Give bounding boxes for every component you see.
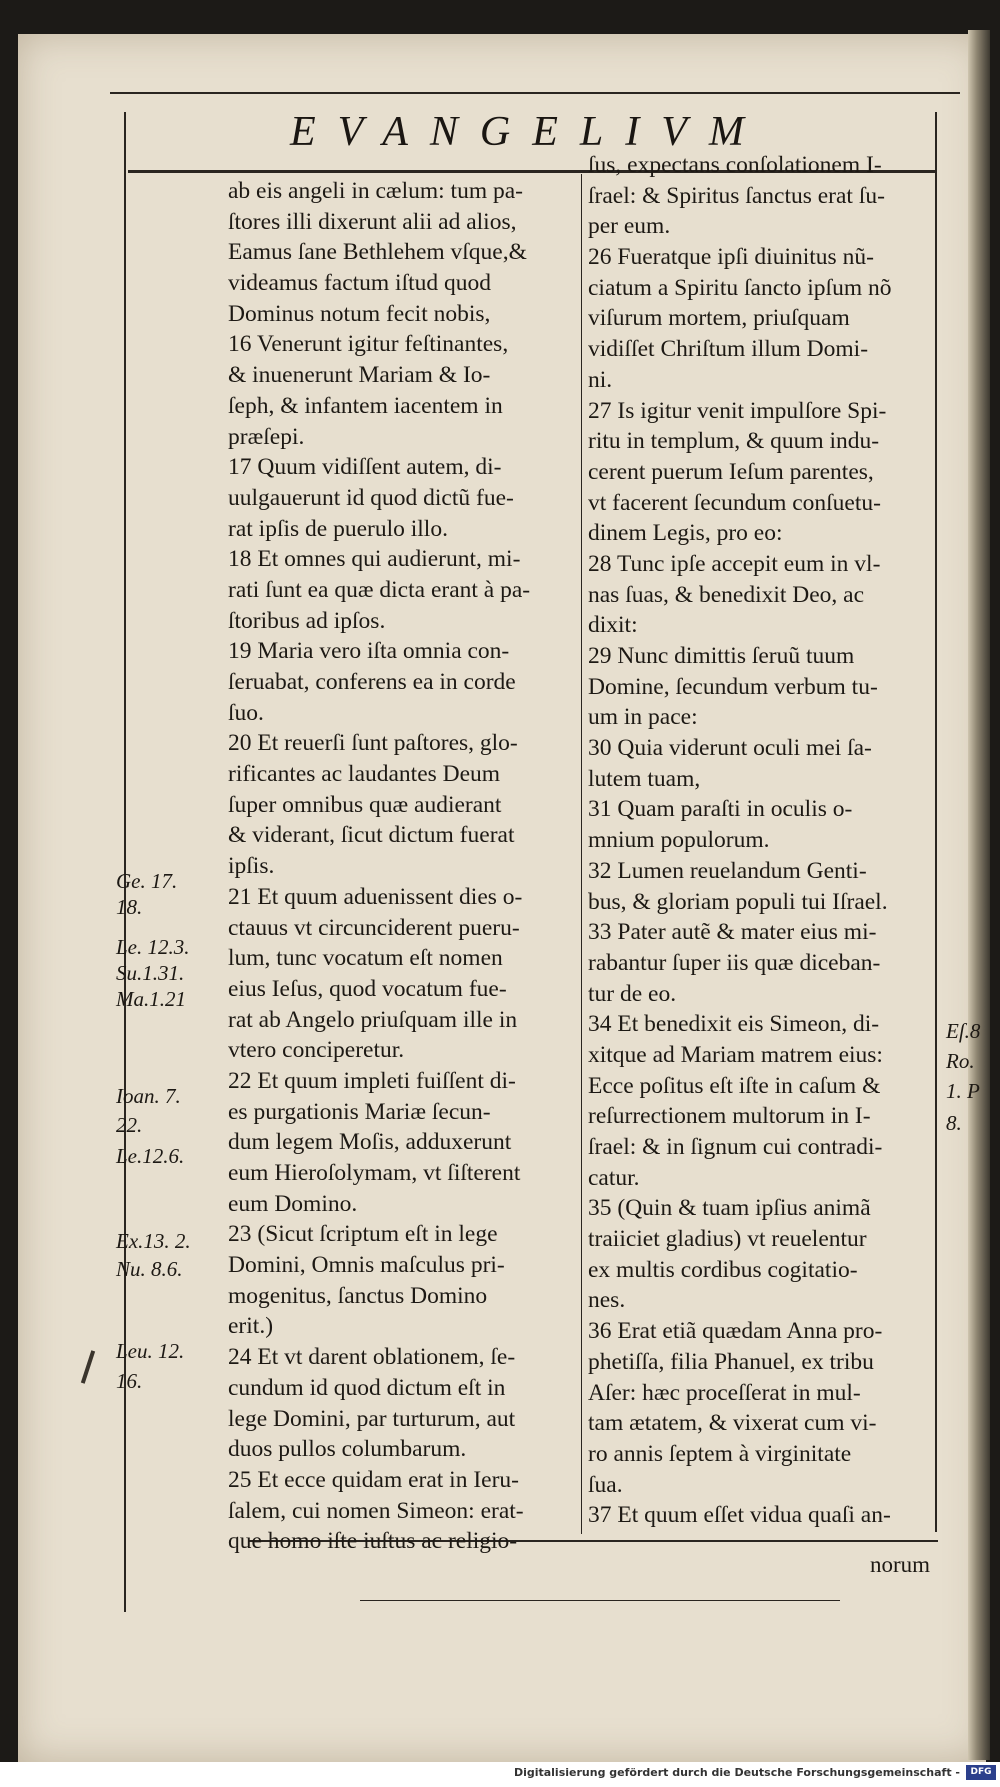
text-line: bus, & gloriam populi tui Iſrael.: [588, 888, 888, 915]
dfg-logo: DFG: [966, 1765, 996, 1780]
text-line: videamus factum iſtud quod: [228, 270, 492, 297]
text-line: traiiciet gladius) vt reuelentur: [588, 1226, 867, 1253]
margin-reference: Le. 12.3.: [116, 935, 190, 959]
text-line: 20 Et reuerſi ſunt paſtores, glo-: [228, 730, 518, 757]
text-line: Aſer: hæc proceſſerat in mul-: [588, 1379, 861, 1406]
text-line: Ecce poſitus eſt iſte in caſum &: [588, 1072, 881, 1099]
text-line: 36 Erat etiã quædam Anna pro-: [588, 1318, 883, 1345]
text-line: Domine, ſecundum verbum tu-: [588, 673, 878, 700]
text-line: ſus, expectans conſolationem I-: [588, 152, 882, 178]
text-line: ſeruabat, conferens ea in corde: [228, 669, 516, 695]
margin-reference: Ge. 17.: [116, 869, 178, 893]
text-line: es purgationis Mariæ ſecun-: [228, 1098, 491, 1125]
text-line: dum legem Moſis, adduxerunt: [228, 1129, 512, 1156]
margin-reference: 18.: [116, 895, 143, 919]
margin-reference: Ma.1.21: [116, 987, 186, 1011]
text-line: eius Ieſus, quod vocatum fue-: [228, 975, 507, 1002]
footer-credit: Digitalisierung gefördert durch die Deutsche Forschungsgemeinschaft -: [513, 1766, 960, 1779]
page-header-title: EVANGELIVM: [290, 109, 766, 155]
text-line: vtero conciperetur.: [228, 1037, 405, 1064]
margin-reference: Eſ.8: [946, 1019, 981, 1043]
text-line: ritu in templum, & quum indu-: [588, 428, 880, 455]
text-column-left: [228, 176, 573, 1557]
text-line: rabantur ſuper iis quæ diceban-: [588, 949, 881, 976]
text-line: ſuo.: [228, 699, 264, 726]
text-line: ſuper omnibus quæ audierant: [228, 791, 502, 818]
top-rule: [110, 92, 960, 94]
text-line: ciatum a Spiritu ſancto ipſum nõ: [588, 274, 892, 301]
text-line: ſalem, cui nomen Simeon: erat-: [228, 1497, 524, 1524]
footer-band: [0, 1762, 1000, 1787]
text-line: xitque ad Mariam matrem eius:: [588, 1041, 883, 1068]
text-line: 17 Quum vidiſſent autem, di-: [228, 454, 502, 481]
margin-reference: Leu. 12.: [116, 1339, 185, 1363]
page-edge: [968, 30, 990, 1760]
text-line: 25 Et ecce quidam erat in Ieru-: [228, 1466, 519, 1493]
margin-reference: Nu. 8.6.: [116, 1257, 183, 1281]
margin-reference: 16.: [116, 1369, 143, 1393]
text-line: um in pace:: [588, 704, 698, 731]
text-line: dinem Legis, pro eo:: [588, 520, 783, 547]
margin-reference: 22.: [116, 1113, 143, 1137]
text-line: mogenitus, ſanctus Domino: [228, 1282, 488, 1309]
text-column-right: [588, 150, 938, 1531]
text-line: phetiſſa, filia Phanuel, ex tribu: [588, 1348, 874, 1375]
catchword-rule: [360, 1600, 840, 1601]
text-line: viſurum mortem, priuſquam: [588, 305, 850, 332]
text-line: 26 Fueratque ipſi diuinitus nũ-: [588, 244, 874, 271]
text-line: ſeph, & infantem iacentem in: [228, 392, 503, 419]
text-line: ni.: [588, 366, 613, 393]
text-line: ex multis cordibus cogitatio-: [588, 1256, 858, 1283]
text-line: ſrael: & Spiritus ſanctus erat ſu-: [588, 182, 885, 209]
text-line: 24 Et vt darent oblationem, ſe-: [228, 1344, 516, 1371]
text-line: tur de eo.: [588, 980, 677, 1007]
text-line: lutem tuam,: [588, 765, 701, 792]
margin-reference: Ex.13. 2.: [116, 1229, 191, 1253]
text-line: reſurrectionem multorum in I-: [588, 1103, 871, 1130]
margin-reference: Su.1.31.: [116, 961, 185, 985]
text-line: 19 Maria vero iſta omnia con-: [228, 638, 510, 665]
text-line: nas ſuas, & benedixit Deo, ac: [588, 581, 865, 608]
text-line: Domini, Omnis maſculus pri-: [228, 1252, 505, 1279]
text-line: 18 Et omnes qui audierunt, mi-: [228, 546, 521, 573]
text-line: nes.: [588, 1287, 626, 1314]
text-line: ſua.: [588, 1471, 623, 1498]
text-line: mnium populorum.: [588, 827, 770, 854]
text-line: 35 (Quin & tuam ipſius animã: [588, 1195, 871, 1222]
text-line: Dominus notum fecit nobis,: [228, 300, 491, 327]
text-line: 22 Et quum impleti fuiſſent di-: [228, 1067, 516, 1094]
text-line: ſtores illi dixerunt alii ad alios,: [228, 208, 517, 235]
text-line: catur.: [588, 1164, 640, 1191]
text-line: cundum id quod dictum eſt in: [228, 1374, 506, 1401]
text-line: ipſis.: [228, 853, 275, 880]
text-line: cerent puerum Ieſum parentes,: [588, 458, 874, 485]
margin-reference: Ioan. 7.: [116, 1084, 181, 1108]
text-line: 28 Tunc ipſe accepit eum in vl-: [588, 550, 881, 577]
text-line: vt facerent ſecundum conſuetu-: [588, 489, 881, 516]
text-line: 34 Et benedixit eis Simeon, di-: [588, 1011, 880, 1038]
text-line: rat ipſis de puerulo illo.: [228, 515, 448, 542]
text-line: ctauus vt circunciderent pueru-: [228, 914, 520, 941]
text-line: 23 (Sicut ſcriptum eſt in lege: [228, 1221, 498, 1248]
text-line: erit.): [228, 1313, 274, 1340]
text-line: 16 Venerunt igitur feſtinantes,: [228, 331, 509, 358]
catchword: norum: [870, 1552, 931, 1577]
text-line: 21 Et quum aduenissent dies o-: [228, 883, 523, 910]
text-line: per eum.: [588, 213, 671, 240]
text-line: 33 Pater autẽ & mater eius mi-: [588, 919, 877, 946]
text-line: 37 Et quum eſſet vidua quaſi an-: [588, 1502, 891, 1529]
text-line: uulgauerunt id quod dictũ fue-: [228, 484, 514, 511]
text-line: & viderant, ſicut dictum fuerat: [228, 822, 515, 849]
text-line: Eamus ſane Bethlehem vſque,&: [228, 239, 527, 266]
text-line: ab eis angeli in cælum: tum pa-: [228, 178, 523, 204]
text-line: eum Domino.: [228, 1190, 358, 1217]
text-line: ro annis ſeptem à virginitate: [588, 1440, 852, 1467]
margin-reference: 1. P: [946, 1079, 980, 1103]
text-line: 29 Nunc dimittis ſeruũ tuum: [588, 643, 855, 669]
text-line: & inuenerunt Mariam & Io-: [228, 362, 491, 389]
text-line: vidiſſet Chriſtum illum Domi-: [588, 336, 869, 363]
text-line: rati ſunt ea quæ dicta erant à pa-: [228, 576, 531, 603]
text-line: rificantes ac laudantes Deum: [228, 761, 501, 788]
text-line: tam ætatem, & vixerat cum vi-: [588, 1410, 877, 1437]
text-line: que homo iſte iuſtus ac religio-: [228, 1528, 518, 1555]
text-line: dixit:: [588, 612, 638, 639]
margin-reference: Ro.: [946, 1049, 975, 1073]
margin-reference: Le.12.6.: [116, 1144, 185, 1168]
margin-reference: 8.: [946, 1111, 962, 1135]
text-line: eum Hieroſolymam, vt ſiſterent: [228, 1160, 521, 1186]
text-line: lum, tunc vocatum eſt nomen: [228, 945, 503, 972]
text-line: 27 Is igitur venit impulſore Spi-: [588, 397, 887, 424]
text-line: duos pullos columbarum.: [228, 1436, 467, 1463]
text-line: 30 Quia viderunt oculi mei ſa-: [588, 735, 872, 762]
text-line: rat ab Angelo priuſquam ille in: [228, 1006, 518, 1033]
text-line: ſrael: & in ſignum cui contradi-: [588, 1134, 883, 1160]
text-line: ſtoribus ad ipſos.: [228, 607, 386, 634]
text-line: 32 Lumen reuelandum Genti-: [588, 857, 867, 884]
column-divider: [581, 174, 582, 1534]
text-line: 31 Quam paraſti in oculis o-: [588, 796, 853, 823]
text-line: præſepi.: [228, 423, 305, 450]
text-line: lege Domini, par turturum, aut: [228, 1405, 516, 1432]
